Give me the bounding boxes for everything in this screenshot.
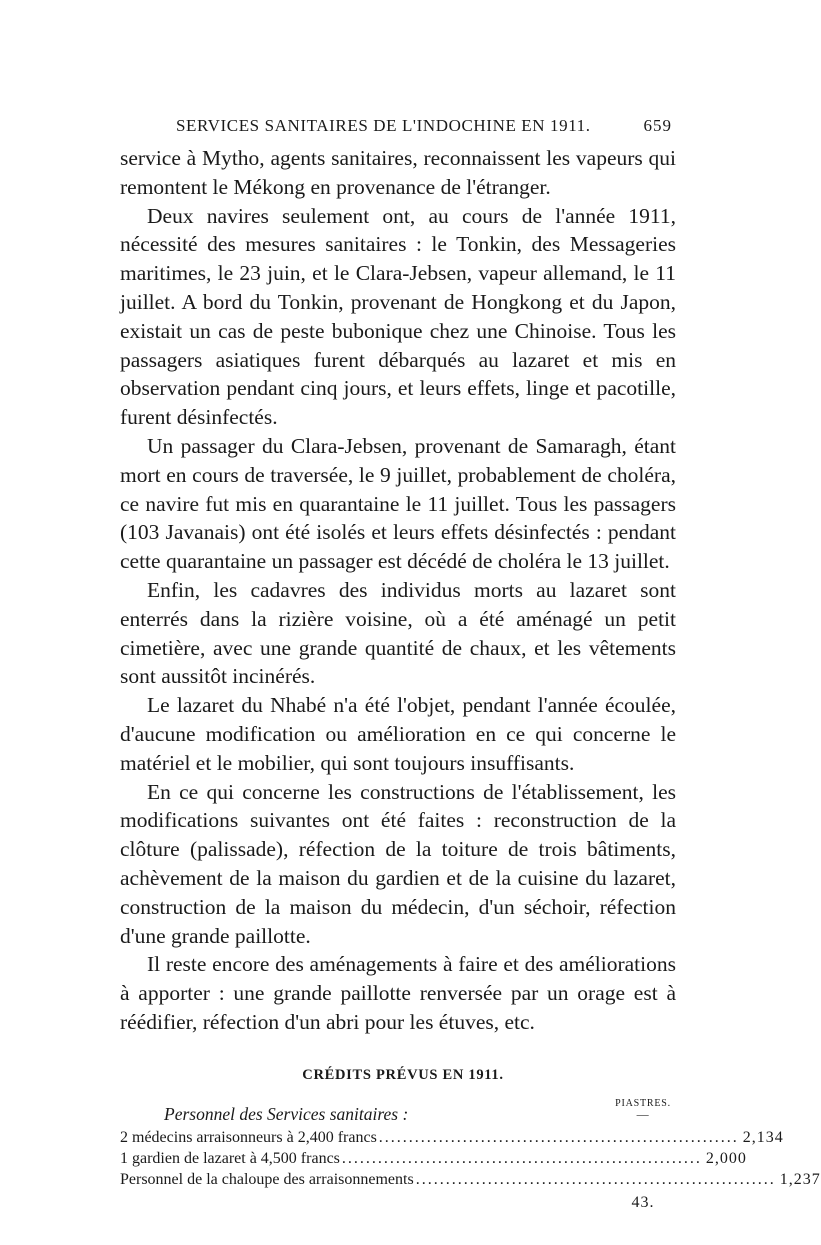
paragraph: service à Mytho, agents sanitaires, reconnaissent les vapeurs qui remontent le Mékong en provenance de l'étranger. (120, 146, 676, 199)
page-number: 659 (643, 116, 672, 135)
page-header (120, 116, 676, 136)
leader-dots: ............................................................ (415, 1170, 776, 1188)
unit-text: PIASTRES. (615, 1097, 671, 1109)
credit-row-label: 2 médecins arraisonneurs à 2,400 francs (120, 1128, 377, 1146)
credit-row-value: 2,134 (742, 1128, 784, 1146)
paragraph: Deux navires seulement ont, au cours de l'année 1911, nécessité des mesures sanitaires : le Tonkin, des Messageries maritimes, le 23 juin, et le Clara-Jebsen, vapeur allemand, le 11 juillet. A bord du Tonkin, provenant de Hongkong et du Japon, existait un cas de peste bubonique chez une Chinoise. Tous les passagers asiatiques furent débarqués au lazaret et mis en observation pendant cinq jours, et leurs effets, linge et pacotille, furent désinfectés. (120, 203, 676, 430)
credit-row (120, 1127, 784, 1148)
body-text (120, 144, 676, 1037)
paragraph: Le lazaret du Nhabé n'a été l'objet, pendant l'année écoulée, d'aucune modification ou amélioration en ce qui concerne le matériel et le mobilier, qui sont toujours insuffisants. (120, 693, 676, 775)
credits-total (120, 1192, 676, 1214)
credit-row (120, 1148, 747, 1169)
credit-row (120, 1169, 821, 1190)
credit-row-value: 1,237 (779, 1170, 821, 1188)
credits-title: CRÉDITS PRÉVUS EN 1911. (302, 1066, 504, 1083)
leader-dots: ............................................................ (378, 1128, 739, 1146)
credits-section (120, 1066, 821, 1214)
credit-row-value: 2,000 (705, 1149, 747, 1167)
credit-row-label: 1 gardien de lazaret à 4,500 francs (120, 1149, 340, 1167)
unit-label (610, 1094, 676, 1119)
paragraph: Il reste encore des aménagements à faire et des améliorations à apporter : une grande paillotte renversée par un orage est à réédifier, réfection d'un abri pour les étuves, etc. (120, 952, 676, 1034)
paragraph: Enfin, les cadavres des individus morts au lazaret sont enterrés dans la rizière voisine, où a été aménagé un petit cimetière, avec une grande quantité de chaux, et les vêtements sont aussitôt incinérés. (120, 577, 676, 689)
leader-dots: ............................................................ (341, 1149, 702, 1167)
credits-section-head (120, 1094, 676, 1125)
credits-total-value: 43. (631, 1193, 655, 1211)
section-label: Personnel des Services sanitaires : (164, 1103, 409, 1124)
paragraph: Un passager du Clara-Jebsen, provenant de Samaragh, étant mort en cours de traversée, le 9 juillet, probablement de choléra, ce navire fut mis en quarantaine le 11 juillet. Tous les passagers (103 Javanais) ont été isolés et leurs effets désinfectés : pendant cette quarantaine un passager est décédé de choléra le 13 juillet. (120, 433, 676, 574)
unit-dash: — (636, 1106, 650, 1121)
credit-row-label: Personnel de la chaloupe des arraisonnements (120, 1170, 414, 1188)
document-page (120, 116, 821, 1214)
running-title: SERVICES SANITAIRES DE L'INDOCHINE EN 1911. (176, 116, 591, 135)
paragraph: En ce qui concerne les constructions de l'établissement, les modifications suivantes ont été faites : reconstruction de la clôture (palissade), réfection de la toiture de trois bâtiments, achèvement de la maison du gardien et de la cuisine du lazaret, construction de la maison du médecin, d'un séchoir, réfection d'une grande paillotte. (120, 779, 676, 948)
